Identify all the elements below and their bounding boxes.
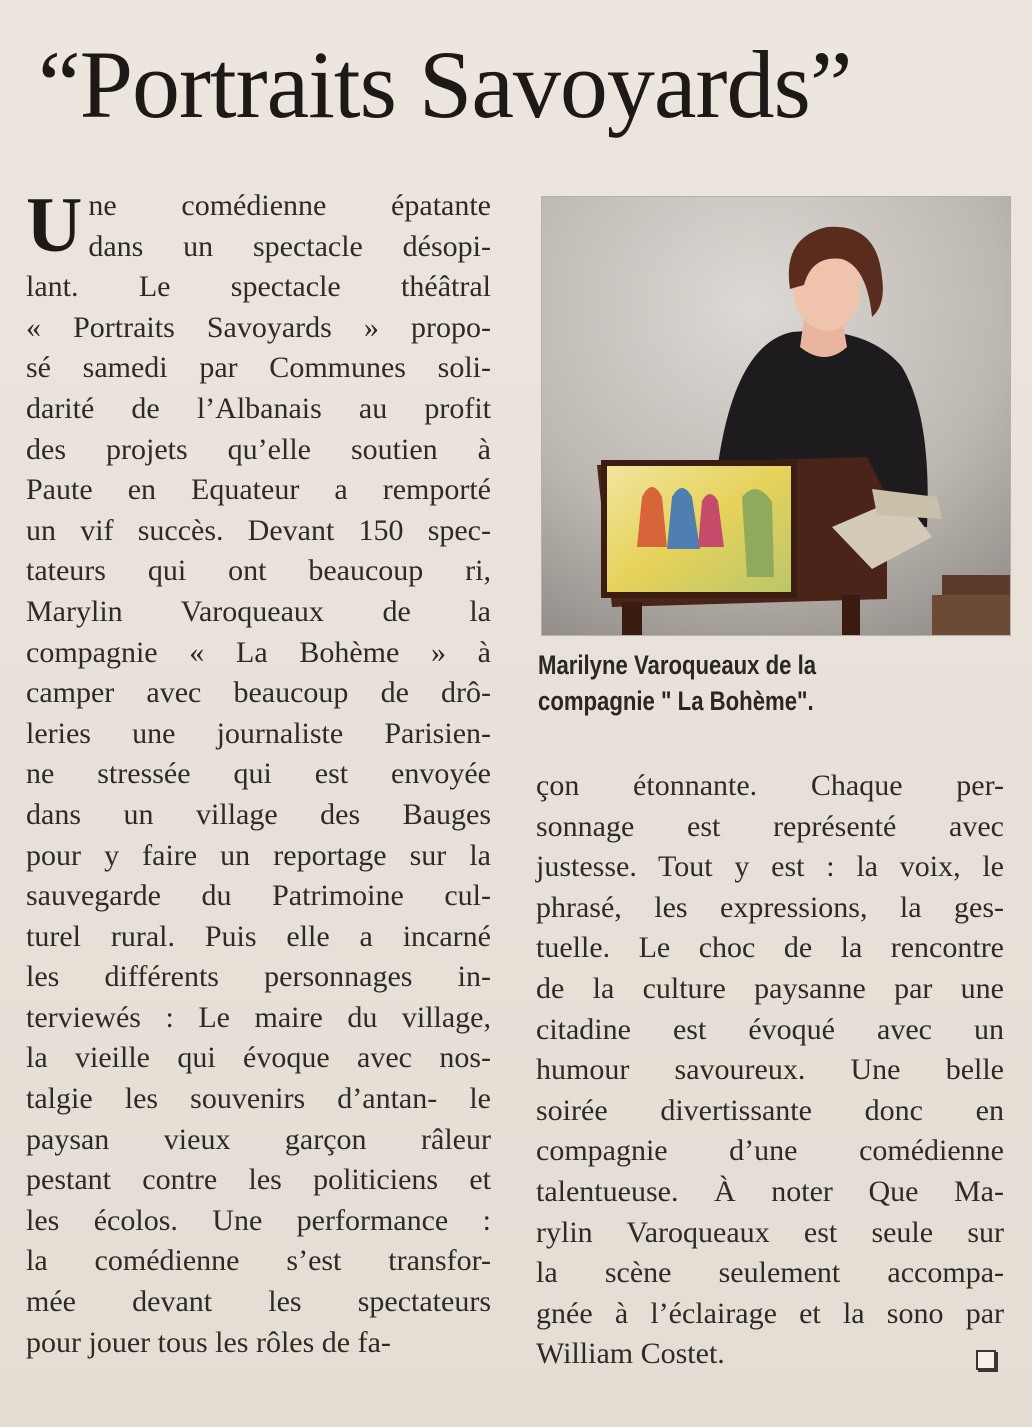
text-line: compagnie d’une comédienne xyxy=(536,1134,1004,1168)
text-line: Marylin Varoqueaux de la xyxy=(26,594,491,628)
text-line: la vieille qui évoque avec nos- xyxy=(26,1041,491,1075)
text-line: sauvegarde du Patrimoine cul- xyxy=(26,879,491,913)
text-line: çon étonnante. Chaque per- xyxy=(536,769,1004,802)
text-line: dans un spectacle désopi- xyxy=(88,229,491,263)
text-line: ne comédienne épatante xyxy=(88,189,491,222)
text-line: pestant contre les politiciens et xyxy=(26,1163,491,1197)
performer-photo-illustration xyxy=(542,197,1010,635)
photo-caption xyxy=(538,647,997,719)
drop-cap: U xyxy=(26,181,83,268)
article-body-right-column xyxy=(536,766,1004,1375)
text-line: paysan vieux garçon râleur xyxy=(26,1122,491,1156)
text-line: soirée divertissante donc en xyxy=(536,1093,1004,1127)
right-column-text xyxy=(536,766,1004,1375)
text-line: dans un village des Bauges xyxy=(26,797,491,831)
text-line: sonnage est représenté avec xyxy=(536,809,1004,843)
text-line: des projets qu’elle soutien à xyxy=(26,432,491,466)
article-photo xyxy=(541,196,1011,636)
text-line: talentueuse. À noter Que Ma- xyxy=(536,1174,1004,1208)
text-line: tuelle. Le choc de la rencontre xyxy=(536,931,1004,965)
bleed-through-text xyxy=(120,0,132,34)
text-line: mée devant les spectateurs xyxy=(26,1285,491,1319)
text-line: lant. Le spectacle théâtral xyxy=(26,270,491,304)
text-line: justesse. Tout y est : la voix, le xyxy=(536,850,1004,884)
text-line: terviewés : Le maire du village, xyxy=(26,1000,491,1034)
text-line: talgie les souvenirs d’antan- le xyxy=(26,1082,491,1116)
text-line: rylin Varoqueaux est seule sur xyxy=(536,1215,1004,1249)
text-line: les écolos. Une performance : xyxy=(26,1203,491,1237)
photo-caption-line-2: compagnie " La Bohème". xyxy=(538,686,814,716)
text-line: gnée à l’éclairage et la sono par xyxy=(536,1296,1004,1330)
text-line: pour jouer tous les rôles de fa- xyxy=(26,1325,391,1359)
text-line: Paute en Equateur a remporté xyxy=(26,473,491,507)
text-line: la comédienne s’est transfor- xyxy=(26,1244,491,1278)
text-line: un vif succès. Devant 150 spec- xyxy=(26,513,491,547)
text-line: les différents personnages in- xyxy=(26,960,491,994)
article-headline: “Portraits Savoyards” xyxy=(38,31,852,138)
text-line: la scène seulement accompa- xyxy=(536,1256,1004,1290)
text-line: humour savoureux. Une belle xyxy=(536,1053,1004,1087)
text-line: camper avec beaucoup de drô- xyxy=(26,676,491,710)
text-line: ne stressée qui est envoyée xyxy=(26,757,491,791)
text-line: pour y faire un reportage sur la xyxy=(26,838,491,872)
left-column-text xyxy=(26,181,491,1363)
article-body-left-column xyxy=(26,181,491,1363)
text-line: compagnie « La Bohème » à xyxy=(26,635,491,669)
text-line: leries une journaliste Parisien- xyxy=(26,716,491,750)
photo-caption-line-1: Marilyne Varoqueaux de la xyxy=(538,650,817,680)
article-end-mark-icon xyxy=(976,1350,996,1370)
text-line: William Costet. xyxy=(536,1337,725,1371)
text-line: citadine est évoqué avec un xyxy=(536,1012,1004,1046)
text-line: « Portraits Savoyards » propo- xyxy=(26,310,491,344)
text-line: darité de l’Albanais au profit xyxy=(26,391,491,425)
text-line: sé samedi par Communes soli- xyxy=(26,351,491,385)
text-line: tateurs qui ont beaucoup ri, xyxy=(26,554,491,588)
text-line: turel rural. Puis elle a incarné xyxy=(26,919,491,953)
text-line: phrasé, les expressions, la ges- xyxy=(536,890,1004,924)
text-line: de la culture paysanne par une xyxy=(536,971,1004,1005)
